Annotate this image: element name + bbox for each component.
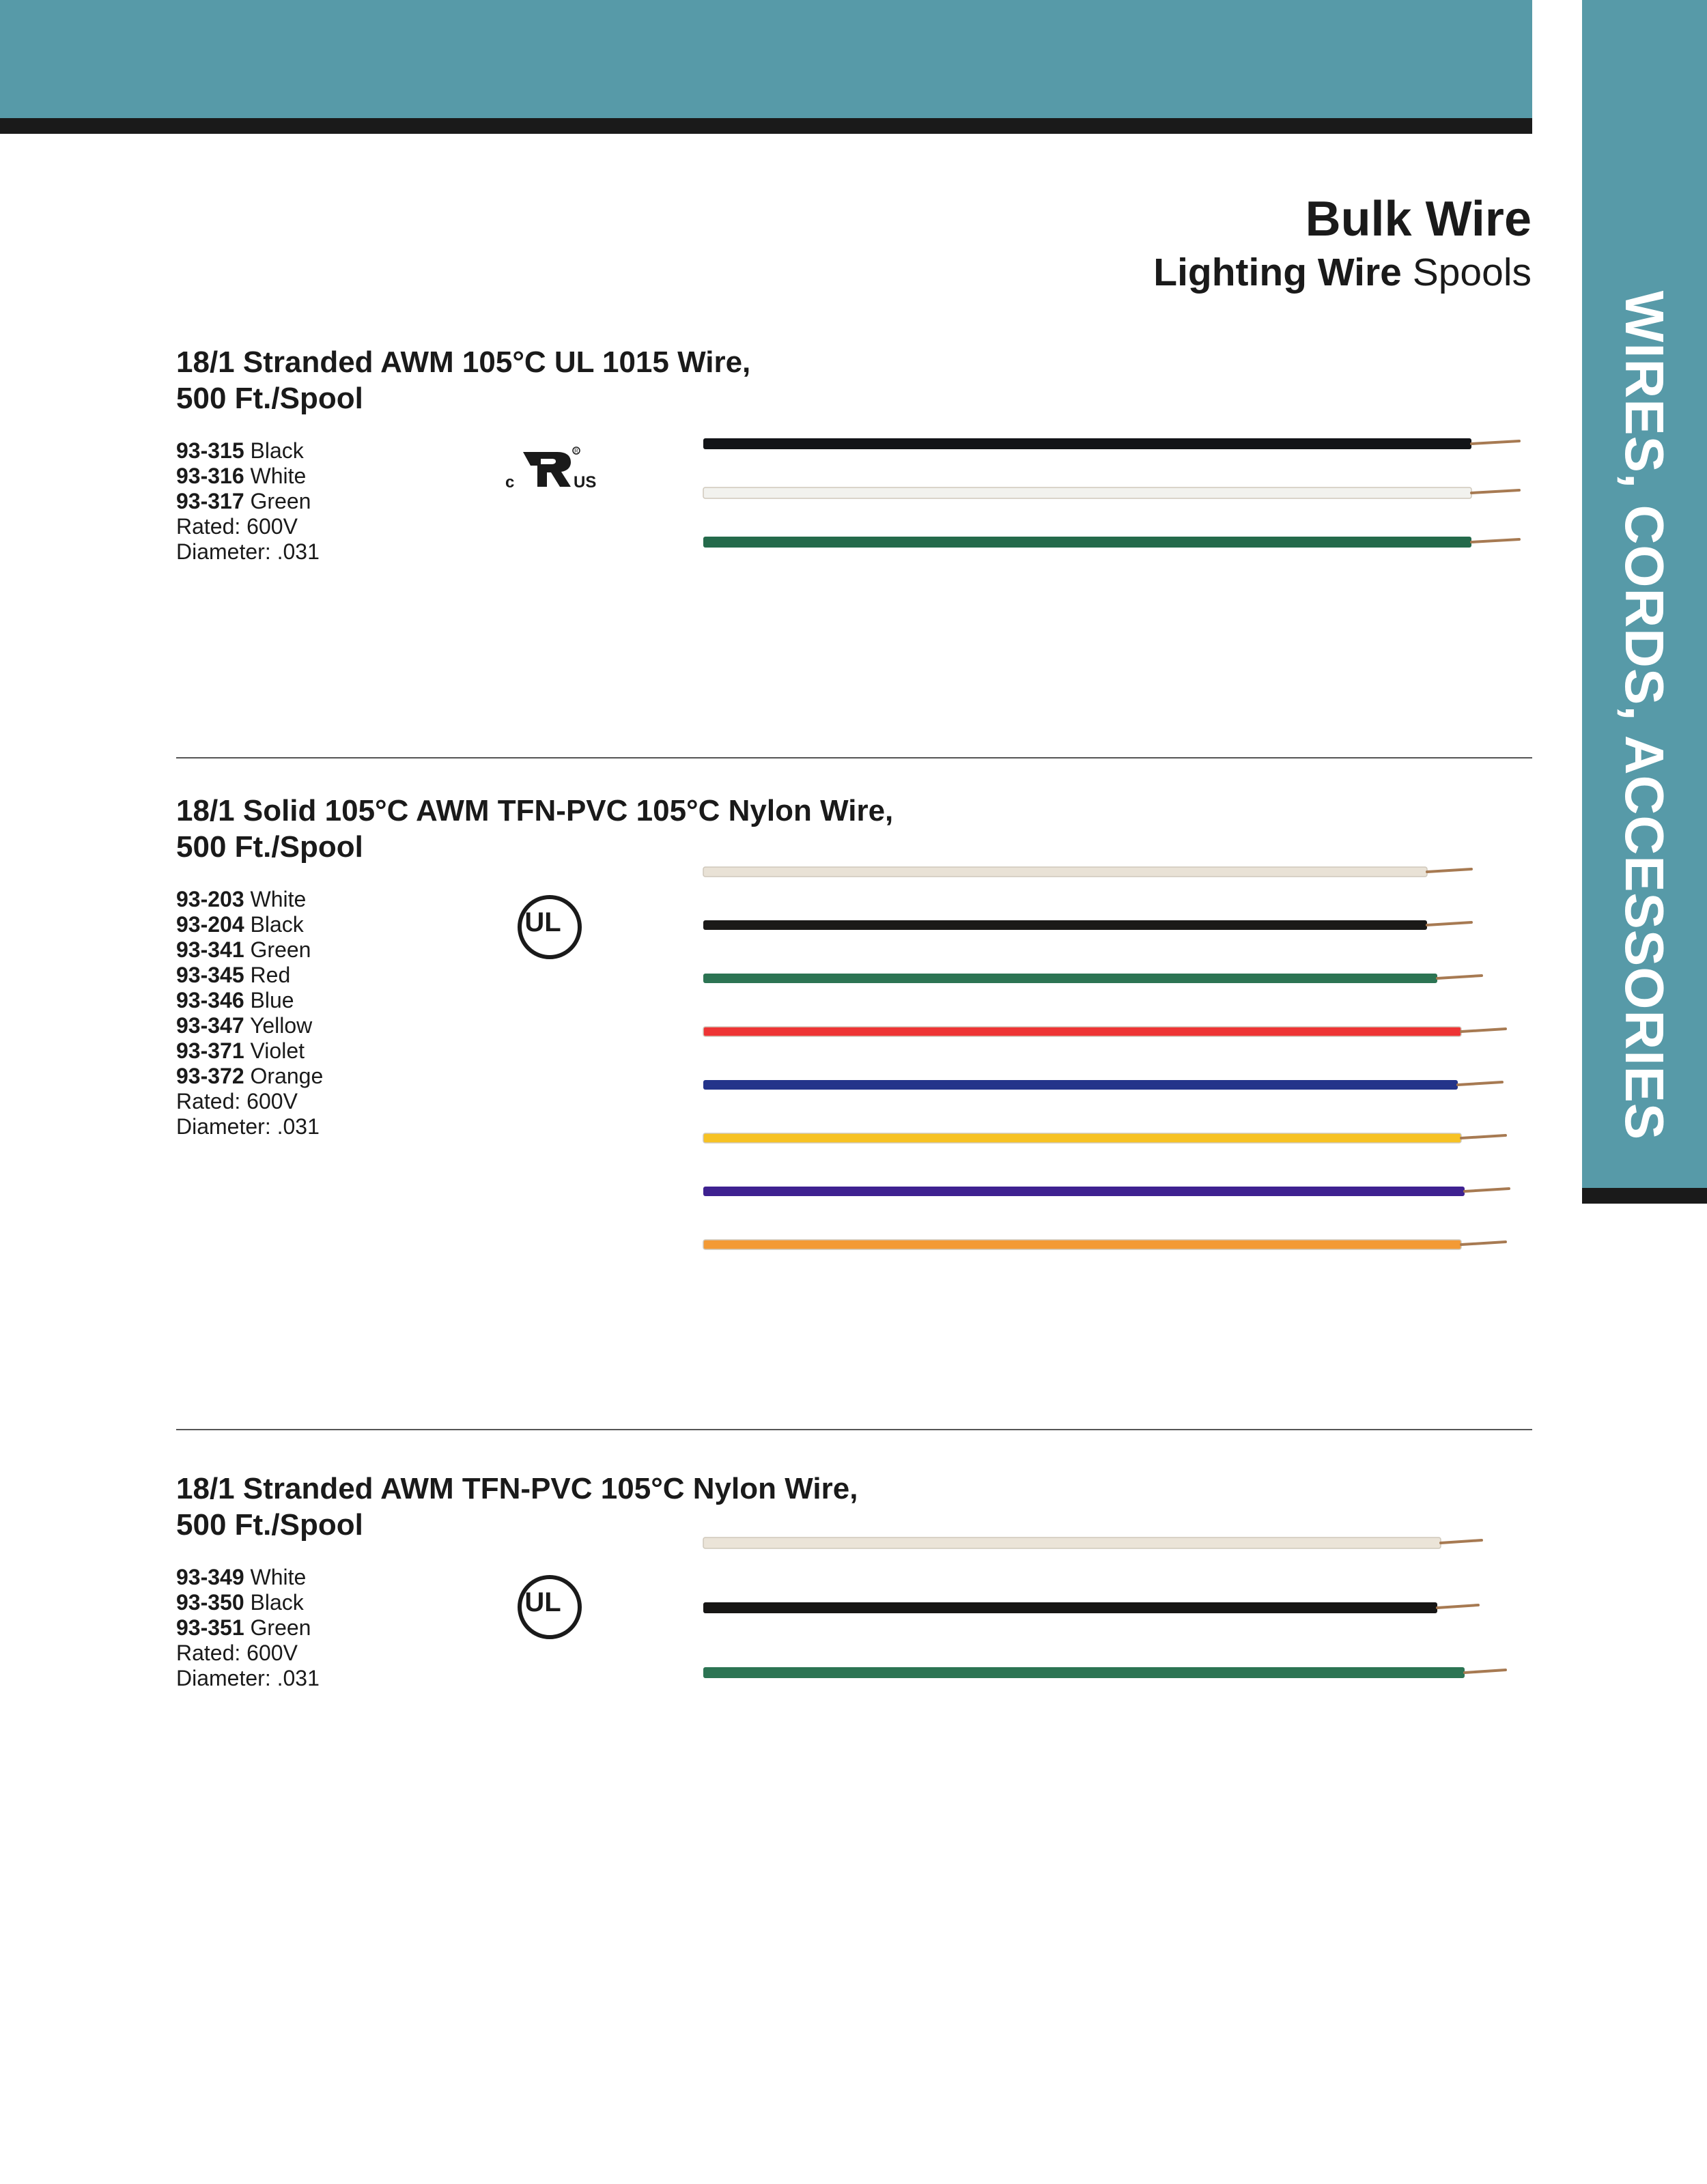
subtitle-rest: Spools: [1401, 251, 1532, 294]
section-divider: [176, 1429, 1532, 1430]
part-number: 93-349: [176, 1565, 244, 1589]
part-number: 93-316: [176, 464, 244, 488]
wire-sample: [703, 1133, 1506, 1143]
wire-sample: [703, 1537, 1482, 1548]
color-name: Red: [250, 963, 291, 987]
cul-us-certification-icon: [504, 444, 603, 493]
spec-item: [176, 1590, 320, 1615]
wire-sample: [703, 867, 1471, 877]
wire-conductor: [1465, 1189, 1509, 1191]
wire-sample: [703, 920, 1471, 930]
wire-conductor: [1471, 490, 1519, 493]
wire-samples-2: [703, 857, 1550, 1260]
spec-item: [176, 1013, 323, 1038]
wire-sample: [703, 1187, 1509, 1196]
spec-item: [176, 438, 320, 464]
side-tab-label: WIRES, CORDS, ACCESSORIES: [1614, 290, 1675, 1141]
wire-samples-3: [703, 1529, 1550, 1707]
section-title: [176, 793, 1532, 865]
header-band: [0, 0, 1532, 118]
spec-item: [176, 489, 320, 514]
color-name: Blue: [250, 988, 294, 1012]
color-name: White: [250, 1565, 307, 1589]
header-rule: [0, 118, 1532, 134]
part-number: 93-317: [176, 489, 244, 513]
spec-item: [176, 963, 323, 988]
ul-certification-icon: [516, 893, 584, 961]
spec-item: [176, 1615, 320, 1641]
wire-conductor: [1437, 976, 1482, 978]
section-title-line: 18/1 Stranded AWM TFN-PVC 105°C Nylon Wire,: [176, 1472, 858, 1505]
side-tab-rule: [1582, 1188, 1707, 1204]
wire-insulation: [703, 537, 1471, 548]
wire-insulation: [703, 1240, 1461, 1249]
wire-insulation: [703, 1602, 1437, 1613]
part-number: 93-371: [176, 1038, 244, 1063]
spec-item: [176, 887, 323, 912]
wire-conductor: [1471, 441, 1519, 444]
wire-sample: [703, 974, 1482, 983]
part-number: 93-204: [176, 912, 244, 937]
spec-item: [176, 1064, 323, 1089]
section-divider: [176, 757, 1532, 758]
wire-sample: [703, 1027, 1506, 1036]
page-title: Bulk Wire: [1305, 192, 1532, 246]
color-name: Violet: [250, 1038, 305, 1063]
color-name: Green: [250, 489, 311, 513]
wire-insulation: [703, 1187, 1465, 1196]
wire-conductor: [1441, 1540, 1482, 1543]
wire-insulation: [703, 974, 1437, 983]
wire-conductor: [1437, 1605, 1478, 1608]
wire-sample: [703, 1667, 1506, 1678]
wire-insulation: [703, 487, 1471, 498]
wire-insulation: [703, 1667, 1465, 1678]
wire-conductor: [1427, 922, 1471, 925]
part-number: 93-350: [176, 1590, 244, 1615]
svg-text:US: US: [574, 473, 597, 492]
wire-conductor: [1465, 1670, 1506, 1673]
wire-insulation: [703, 867, 1427, 877]
spec-item: [176, 1038, 323, 1064]
rating-text: Rated: 600V: [176, 1641, 298, 1665]
subtitle-bold: Lighting Wire: [1153, 251, 1402, 294]
color-name: White: [250, 464, 307, 488]
wire-sample: [703, 537, 1519, 548]
wire-conductor: [1471, 539, 1519, 542]
spec-item: [176, 464, 320, 489]
color-name: Yellow: [249, 1013, 313, 1038]
spec-list: [176, 1565, 320, 1691]
ul-certification-icon: [516, 1573, 584, 1641]
color-name: Orange: [250, 1064, 324, 1088]
section-title-line: 18/1 Stranded AWM 105°C UL 1015 Wire,: [176, 345, 751, 379]
rating-text: Rated: 600V: [176, 1089, 298, 1114]
wire-sample: [703, 1602, 1478, 1613]
spec-item: [176, 912, 323, 937]
part-number: 93-203: [176, 887, 244, 911]
wire-conductor: [1461, 1242, 1506, 1245]
wire-samples-1: [703, 423, 1550, 573]
spec-item: [176, 1565, 320, 1590]
section-title-line: 500 Ft./Spool: [176, 1508, 363, 1542]
section-title: [176, 344, 1532, 416]
diameter-text: Diameter: .031: [176, 1666, 320, 1690]
svg-text:c: c: [505, 473, 515, 492]
wire-insulation: [703, 1027, 1461, 1036]
part-number: 93-346: [176, 988, 244, 1012]
section-title-line: 500 Ft./Spool: [176, 382, 363, 415]
color-name: Green: [250, 937, 311, 962]
color-name: Black: [250, 912, 304, 937]
color-name: Black: [250, 438, 304, 463]
wire-sample: [703, 438, 1519, 449]
wire-conductor: [1461, 1135, 1506, 1138]
spec-item: [176, 937, 323, 963]
wire-insulation: [703, 1537, 1441, 1548]
spec-item: [176, 988, 323, 1013]
wire-insulation: [703, 920, 1427, 930]
wire-sample: [703, 1080, 1502, 1090]
wire-insulation: [703, 1133, 1461, 1143]
spec-list: [176, 438, 320, 565]
svg-text:R: R: [574, 448, 578, 454]
svg-text:UL: UL: [524, 1587, 561, 1617]
part-number: 93-341: [176, 937, 244, 962]
wire-insulation: [703, 1080, 1458, 1090]
part-number: 93-345: [176, 963, 244, 987]
part-number: 93-315: [176, 438, 244, 463]
color-name: Green: [250, 1615, 311, 1640]
section-title-line: 18/1 Solid 105°C AWM TFN-PVC 105°C Nylon Wire,: [176, 794, 894, 827]
wire-sample: [703, 487, 1519, 498]
wire-conductor: [1461, 1029, 1506, 1032]
part-number: 93-372: [176, 1064, 244, 1088]
diameter-text: Diameter: .031: [176, 539, 320, 564]
wire-conductor: [1427, 869, 1471, 872]
section-title-line: 500 Ft./Spool: [176, 830, 363, 864]
spec-list: [176, 887, 323, 1139]
color-name: Black: [250, 1590, 304, 1615]
wire-conductor: [1458, 1082, 1502, 1085]
svg-text:UL: UL: [524, 907, 561, 937]
diameter-text: Diameter: .031: [176, 1114, 320, 1139]
page-subtitle: [1153, 250, 1532, 295]
part-number: 93-351: [176, 1615, 244, 1640]
wire-insulation: [703, 438, 1471, 449]
color-name: White: [250, 887, 307, 911]
wire-sample: [703, 1240, 1506, 1249]
rating-text: Rated: 600V: [176, 514, 298, 539]
part-number: 93-347: [176, 1013, 244, 1038]
